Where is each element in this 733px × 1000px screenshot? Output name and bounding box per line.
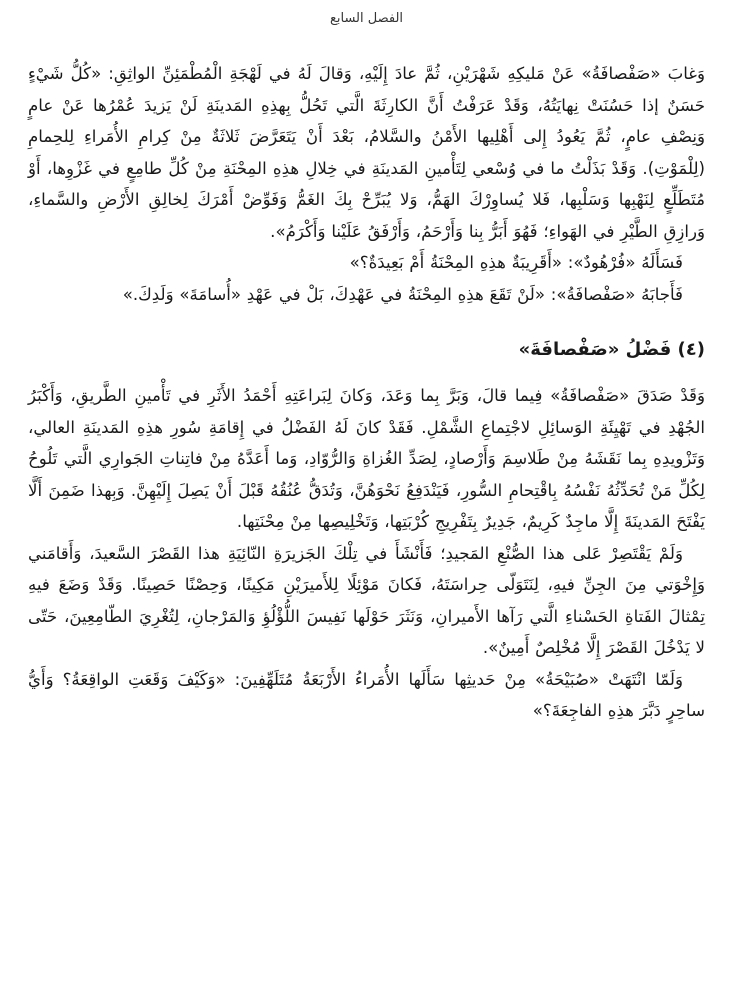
paragraph: وَقَدْ صَدَقَ «صَفْصافَةُ» فِيما قالَ، وَبَرَّ بِما وَعَدَ، وَكانَ لِبَراعَتِهِ أَحْمَدُ الأَثَرِ في تَأْمينِ الطَّريقِ، وَأَكْبَرُ الجُهْدِ في تَهْيِئَةِ الوَسائِلِ لاجْتِماعِ الشَّمْلِ. فَقَدْ كانَ لَهُ الفَضْلُ في إِقامَةِ سُورِ هذِهِ المَدينَةِ العالي، وَتَزْويدِهِ بِما نَقَشَهُ مِنْ طَلاسِمَ وَأَرْصادٍ، لِصَدِّ الغُزاةِ وَالرُّوّادِ، وَما أَعَدَّهُ مِنْ فاتِناتِ الجَوارِي الَّتي تَلُوحُ لِكُلِّ مَنْ تُحَدِّثُهُ نَفْسُهُ بِاقْتِحامِ السُّورِ، فَيَنْدَفِعُ نَحْوَهُنَّ، وَتُدَقُّ عُنُقُهُ قَبْلَ أَنْ يَصِلَ إِلَيْهِنَّ. وَبِهذا ضَمِنَ أَلَّا يَفْتَحَ المَدينَةَ إِلَّا ماجِدٌ كَرِيمٌ، جَدِيرٌ بِتَفْرِيجِ كُرْبَتِها، وَتَخْلِيصِها مِنْ مِحْنَتِها.	[28, 386, 705, 531]
paragraph: فَأَجابَهُ «صَفْصافَةُ»: «لَنْ تَقَعَ هذِهِ المِحْنَةُ في عَهْدِكَ، بَلْ في عَهْدِ «أُسامَةَ» وَلَدِكَ.»	[122, 284, 683, 304]
paragraph: وَلَمّا انْتَهَتْ «صُبَيْحَةُ» مِنْ حَديثِها سَأَلَها الأُمَراءُ الأَرْبَعَةُ مُتَلَهِّفِينَ: «وَكَيْفَ وَقَعَتِ الواقِعَةُ؟ وَأَيُّ ساحِرٍ دَبَّرَ هذِهِ الفاجِعَةَ؟»	[28, 669, 705, 720]
section-heading: (٤) فَضْلُ «صَفْصافَةَ»	[518, 339, 705, 360]
paragraph: فَسَأَلَهُ «فُرْهُودٌ»: «أَقَرِيبَةٌ هذِهِ المِحْنَةُ أَمْ بَعِيدَةٌ؟»	[349, 253, 683, 272]
paragraph: وَلَمْ يَقْتَصِرْ عَلى هذا الصُّنْعِ المَجيدِ؛ فَأَنْشَأَ في تِلْكَ الجَزيرَةِ النّائِيَةِ هذا القَصْرَ السَّعيدَ، وَأَقامَني وَإِخْوَتي مِنَ الجِنِّ فيهِ، لِنَتَوَلّى حِراسَتَهُ، فَكانَ مَوْئِلًا لِلأَميرَيْنِ مَكِينًا، وَحِصْنًا حَصِينًا. وَقَدْ وَضَعَ فيهِ تِمْثالَ الفَتاةِ الحَسْناءِ الَّتي رَآها الأَميرانِ، وَنَثَرَ حَوْلَها نَفِيسَ اللُّؤْلُؤِ وَالمَرْجانِ، لِتُغْرِيَ الطّامِعِينَ، حَتّى لا يَدْخُلَ القَصْرَ إِلَّا مُخْلِصٌ أَمِينٌ».	[28, 543, 705, 657]
running-header: الفصل السابع	[329, 11, 404, 26]
paragraph: وَغابَ «صَفْصافَةُ» عَنْ مَليكِهِ شَهْرَيْنِ، ثُمَّ عادَ إِلَيْهِ، وَقالَ لَهُ في لَهْجَةِ الْمُطْمَئِنِّ الواثِقِ: «كُلُّ شَيْءٍ حَسَنٌ إذا حَسُنَتْ نِهايَتُهُ، وَقَدْ عَرَفْتُ أَنَّ الكارِثَةَ الَّتي تَحُلُّ بِهذِهِ المَدينَةِ لَنْ يَزيدَ عُمْرُها عَنْ عامٍ وَنِصْفِ عامٍ، ثُمَّ يَعُودُ إِلى أَهْلِيها الأَمْنُ والسَّلامُ، بَعْدَ أَنْ يَتَعَرَّضَ ثَلاثَةٌ مِنْ كِرامِ الأُمَراءِ لِلحِمامِ (لِلْمَوْتِ). وَقَدْ بَذَلْتُ ما في وُسْعي لِتَأْمينِ المَدينَةِ في خِلالِ هذِهِ المِحْنَةِ مِنْ كُلِّ طامِعٍ في غَزْوِها، أَوْ مُتَطَلِّعٍ لِنَهْبِها وَسَلْبِها، فَلا يُساوِرْكَ الهَمُّ، وَلا يُبَرِّحْ بِكَ الغَمُّ وَفَوِّضْ أَمْرَكَ لِخالِقِ الأَرْضِ والسَّماءِ، وَرازِقِ الطَّيْرِ في الهَواءِ؛ فَهُوَ أَبَرُّ بِنا وَأَرْحَمُ، وَأَرْفَقُ عَلَيْنا وَأَكْرَمُ».	[28, 64, 705, 241]
